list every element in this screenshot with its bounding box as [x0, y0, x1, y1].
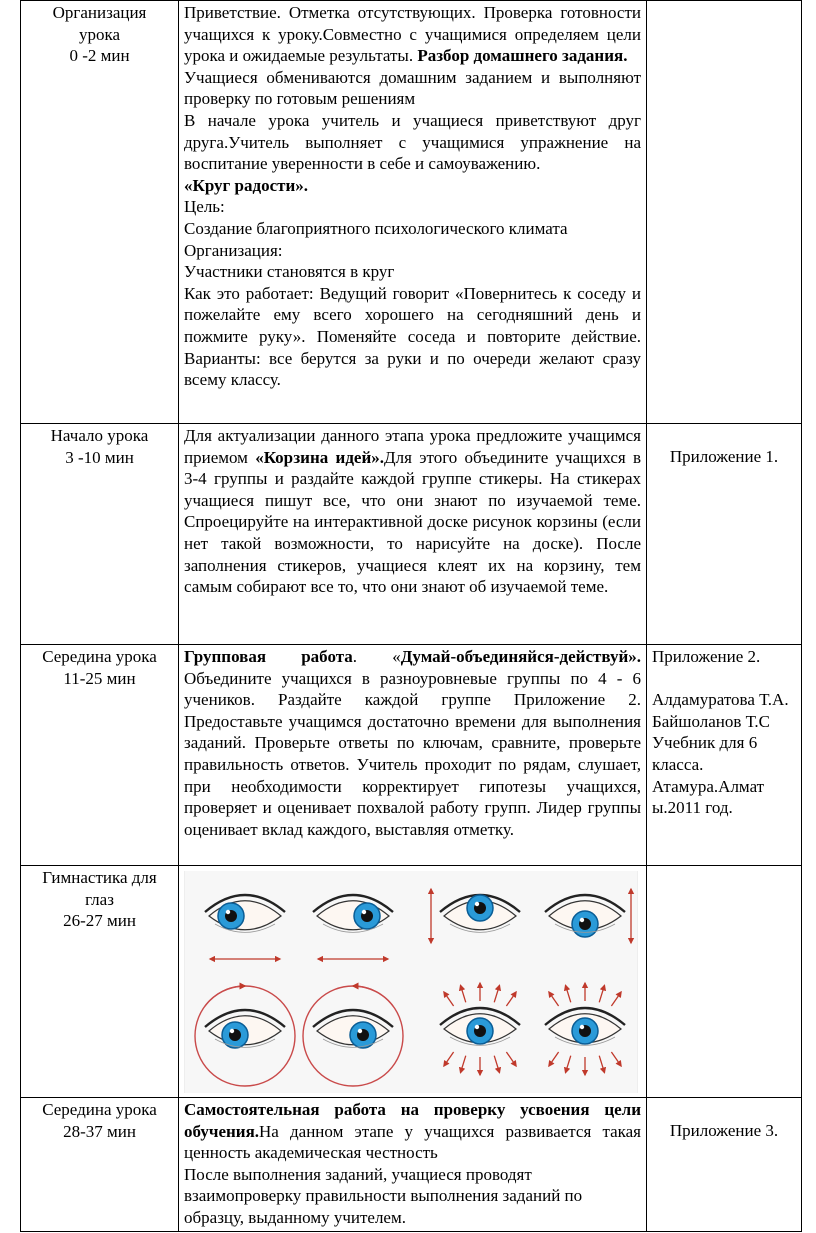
- arrow: [205, 986, 245, 1006]
- homework-heading: Разбор домашнего задания.: [417, 46, 628, 66]
- activity-heading: Самостоятельная работа на проверку усвоения цели обучения.: [184, 1100, 641, 1141]
- stage-cell: [21, 866, 179, 1098]
- paragraph: После выполнения заданий, учащиеся проводят взаимопроверку правильности выполнения заданий по образцу, выданному учителем.: [184, 1164, 583, 1227]
- eye-highlight: [358, 1029, 362, 1033]
- eye-highlight: [362, 910, 366, 914]
- arrow: [599, 985, 604, 1002]
- eye-highlight: [475, 902, 479, 906]
- stage-time: 28-37 мин: [63, 1121, 136, 1141]
- eye-exercise-image: [185, 871, 637, 1093]
- stage-label: Гимнастика для: [42, 868, 157, 887]
- content-cell: Для актуализации данного этапа урока предложите учащимся приемом «Корзина идей».Для этого объедините учащихся в 3-4 группы и раздайте каждой группе стикеры. На стикерах учащиеся пишут все, что они знают по изучаемой теме. Спроецируйте на интерактивной доске рисунок корзины (если нет такой возможности, то нарисуйте на доске). После заполнения стикеров, учащиеся клеят их на корзину, тем самым собирают все то, что они знают об изучаемой теме.: [179, 424, 647, 645]
- publisher: Атамура.Алмат ы.2011 год.: [652, 776, 765, 818]
- activity-heading: Групповая работа: [184, 647, 353, 666]
- textbook-title: Учебник для 6 класса.: [652, 733, 758, 774]
- content-cell: [179, 866, 647, 1098]
- table-row: [21, 1, 802, 424]
- resource-cell: [647, 866, 802, 1098]
- table-row: [21, 645, 802, 866]
- stage-cell: [21, 1, 179, 424]
- eye-highlight: [580, 1025, 584, 1029]
- arrow: [566, 1056, 571, 1073]
- arrow: [506, 1052, 516, 1066]
- resource-cell: [647, 1098, 802, 1232]
- resource-cell: [647, 424, 802, 645]
- method-name: «Корзина идей».: [255, 447, 385, 467]
- stage-label: глаз: [85, 889, 114, 909]
- paragraph: Самостоятельная работа на проверку усвоения цели обучения.На данном этапе у учащихся развивается такая ценность академическая честность: [184, 1100, 641, 1163]
- stage-cell: [21, 424, 179, 645]
- eye-exercise-illustration: [184, 871, 638, 1093]
- stage-label: Середина урока: [42, 647, 157, 666]
- stage-time: 11-25 мин: [63, 668, 136, 688]
- stage-label: Начало урока: [50, 426, 149, 445]
- paragraph: Приветствие. Отметка отсутствующих. Проверка готовности учащихся к уроку.Совместно с учащимися определяем цели урока и ожидаемые результаты. Разбор домашнего задания.: [184, 3, 641, 66]
- arrow: [444, 992, 454, 1006]
- table-row: [21, 1098, 802, 1232]
- method-name: Думай-объединяйся-действуй».: [400, 647, 641, 666]
- arrow: [611, 992, 621, 1006]
- eye-highlight: [230, 1029, 234, 1033]
- stage-cell: [21, 645, 179, 866]
- resource-cell: [647, 1, 802, 424]
- content-cell: [179, 1098, 647, 1232]
- stage-label: Организация: [52, 3, 147, 22]
- stage-time: 0 -2 мин: [69, 46, 130, 66]
- eye-highlight: [475, 1025, 479, 1029]
- appendix-ref: Приложение 1.: [669, 447, 779, 466]
- arrow: [353, 986, 393, 1006]
- arrow: [506, 992, 516, 1006]
- arrow: [461, 985, 466, 1002]
- paragraph: [184, 175, 641, 197]
- eye-highlight: [226, 910, 230, 914]
- paragraph: Как это работает: Ведущий говорит «Повернитесь к соседу и пожелайте ему всего хорошего на сегодняшний день и пожмите руку». Поменяйте соседа и повторите действие. Варианты: все берутся за руки и по очереди желают сразу всему классу.: [184, 283, 641, 390]
- stage-time: 3 -10 мин: [65, 447, 134, 467]
- table-row: [21, 424, 802, 645]
- paragraph: Создание благоприятного психологического климата: [184, 218, 568, 238]
- exercise-heading: «Круг радости».: [184, 175, 309, 195]
- content-cell: Групповая работа. «Думай-объединяйся-действуй». Объедините учащихся в разноуровневые группы по 4 - 6 учеников. Раздайте каждой группе Приложение 2. Предоставьте учащимся достаточно времени для выполнения заданий. Проверьте ответы по ключам, сравните, проверьте правильность ответов. Учитель проходит по рядам, слушает, при необходимости корректирует гипотезы учащихся, проверяет и оценивает похвалой работу групп. Лидер группы оценивает вклад каждого, выставляя отметку.: [179, 645, 647, 866]
- author-name: Байшоланов Т.С: [652, 711, 770, 731]
- appendix-ref: Приложение 3.: [669, 1121, 779, 1140]
- stage-label: урока: [78, 24, 121, 44]
- appendix-ref: Приложение 2.: [652, 647, 761, 666]
- arrow: [494, 1056, 499, 1073]
- arrow: [494, 985, 499, 1002]
- paragraph: В начале урока учитель и учащиеся приветствуют друг друга.Учитель выполняет с учащимися упражнение на воспитание уверенности в себе и самоуважению.: [184, 110, 641, 174]
- arrow: [599, 1056, 604, 1073]
- arrow: [611, 1052, 621, 1066]
- paragraph: Учащиеся обмениваются домашним заданием и выполняют проверку по готовым решениям: [184, 67, 641, 109]
- author-name: Алдамуратова Т.А.: [652, 690, 789, 710]
- paragraph: Участники становятся в круг: [184, 262, 395, 282]
- arrow: [549, 1052, 559, 1066]
- stage-label: Середина урока: [42, 1100, 157, 1119]
- paragraph: Организация:: [184, 240, 283, 260]
- paragraph: Цель:: [184, 197, 225, 217]
- stage-time: 26-27 мин: [63, 911, 136, 931]
- resource-cell: [647, 645, 802, 866]
- stage-cell: [21, 1098, 179, 1232]
- arrow: [549, 992, 559, 1006]
- arrow: [461, 1056, 466, 1073]
- lesson-plan-table: [20, 0, 802, 1232]
- arrow: [566, 985, 571, 1002]
- arrow: [444, 1052, 454, 1066]
- eye-highlight: [580, 918, 584, 922]
- table-row: [21, 866, 802, 1098]
- content-cell: [179, 1, 647, 424]
